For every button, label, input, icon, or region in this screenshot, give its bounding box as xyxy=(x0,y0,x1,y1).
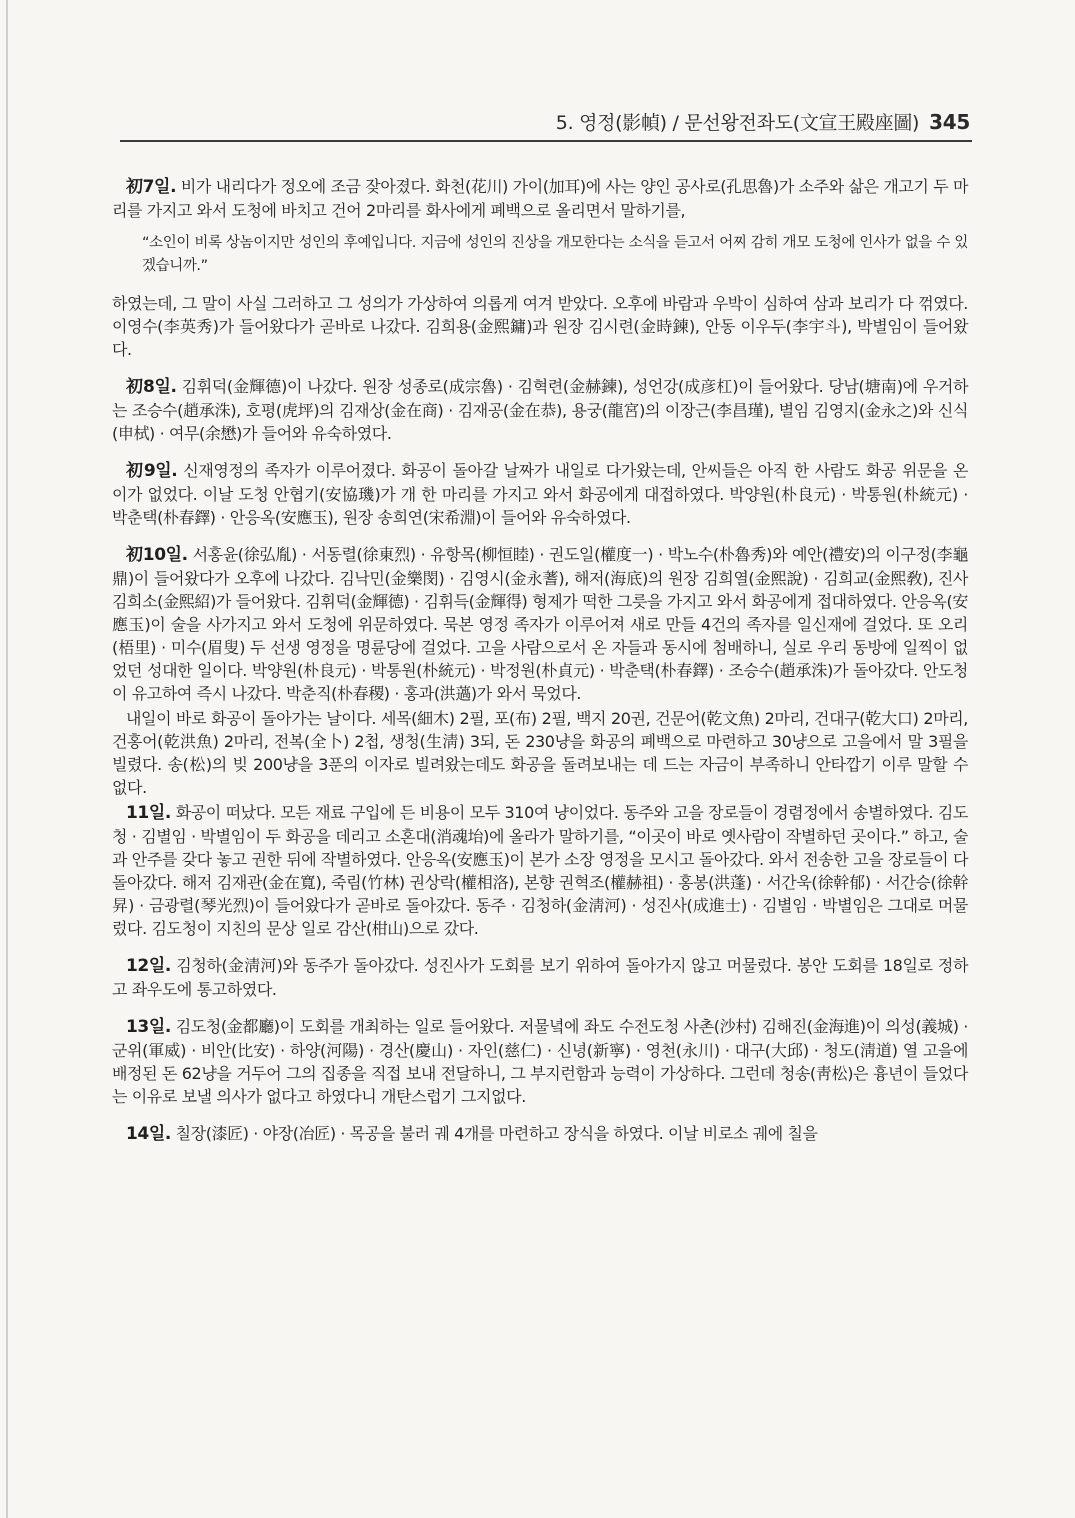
entry-day-9 xyxy=(112,459,968,529)
entry-day-10 xyxy=(112,543,968,705)
entry-day-12 xyxy=(112,954,968,1001)
day-label: 初9일. xyxy=(126,461,178,481)
day-label: 初10일. xyxy=(126,545,188,565)
entry-text: 신재영정의 족자가 이루어졌다. 화공이 돌아갈 날짜가 내일로 다가왔는데, 안씨들은 아직 한 사람도 화공 위문을 온 이가 없었다. 이날 도청 안협기(安協璣)가 개 한 마리를 가지고 와서 화공에게 대접하였다. 박양원(朴良元) · 박통원(朴統元) · 박춘택(朴春鐸) · 안응옥(安應玉), 원장 송희연(宋希淵)이 들어와 유숙하였다. xyxy=(112,461,968,527)
entry-day-13 xyxy=(112,1015,968,1108)
entry-text: 김청하(金淸河)와 동주가 돌아갔다. 성진사가 도회를 보기 위하여 돌아가지 않고 머물렀다. 봉안 도회를 18일로 정하고 좌우도에 통고하였다. xyxy=(112,956,968,999)
page-edge xyxy=(6,0,8,1518)
entry-day-8 xyxy=(112,375,968,445)
header-rule xyxy=(120,140,972,142)
header-title: 5. 영정(影幀) / 문선왕전좌도(文宣王殿座圖) xyxy=(555,112,920,134)
page-number: 345 xyxy=(929,110,970,134)
running-header xyxy=(120,108,970,135)
document-body xyxy=(112,175,968,1160)
day-label: 11일. xyxy=(126,803,171,823)
entry-text: 화공이 떠났다. 모든 재료 구입에 든 비용이 모두 310여 냥이었다. 동주와 고을 장로들이 경렴정에서 송별하였다. 김도청 · 김별임 · 박별임이 두 화공을 데리고 소혼대(消魂坮)에 올라가 말하기를, “이곳이 바로 옛사람이 작별하던 곳이다.” 하고, 술과 안주를 갖다 놓고 권한 뒤에 작별하였다. 안응옥(安應玉)이 본가 소장 영정을 모시고 돌아갔다. 와서 전송한 고을 장로들이 다 돌아갔다. 해저 김재관(金在寬), 죽림(竹林) 권상락(權相洛), 본향 권혁조(權赫祖) · 홍봉(洪蓬) · 서간욱(徐幹郁) · 서간승(徐幹昇) · 금광렬(琴光烈)이 들어왔다가 곧바로 돌아갔다. 동주 · 김청하(金淸河) · 성진사(成進士) · 김별임 · 박별임은 그대로 머물렀다. 김도청이 지친의 문상 일로 감산(柑山)으로 갔다. xyxy=(112,803,968,938)
day-label: 初8일. xyxy=(126,377,177,397)
entry-paragraph: 하였는데, 그 말이 사실 그러하고 그 성의가 가상하여 의롭게 여겨 받았다. 오후에 바람과 우박이 심하여 삼과 보리가 다 꺾였다. 이영수(李英秀)가 들어왔다가 곧바로 나갔다. 김희용(金熙鏞)과 원장 김시련(金時鍊), 안동 이우두(李宇斗), 박별임이 들어왔다. xyxy=(112,294,968,359)
entry-day-11 xyxy=(112,801,968,940)
entry-paragraph: 내일이 바로 화공이 돌아가는 날이다. 세목(細木) 2필, 포(布) 2필, 백지 20권, 건문어(乾文魚) 2마리, 건대구(乾大口) 2마리, 건홍어(乾洪魚) 2마리, 전복(全卜) 2첩, 생청(生淸) 3되, 돈 230냥을 화공의 폐백으로 마련하고 30냥으로 고을에서 말 3필을 빌렸다. 송(松)의 빚 200냥을 3푼의 이자로 빌려왔는데도 화공을 돌려보내는 데 드는 자금이 부족하니 안타깝기 이루 말할 수 없다. xyxy=(112,709,968,797)
entry-text: 서홍윤(徐弘胤) · 서동렬(徐東烈) · 유항목(柳恒睦) · 권도일(權度一) · 박노수(朴魯秀)와 예안(禮安)의 이구정(李龜鼎)이 들어왔다가 오후에 나갔다. 김낙민(金樂閔) · 김영시(金永蓍), 해저(海底)의 원장 김희열(金熙說) · 김희교(金熙敎), 진사 김희소(金熙紹)가 들어왔다. 김휘덕(金輝德) · 김휘득(金輝得) 형제가 떡한 그릇을 가지고 와서 화공에게 접대하였다. 안응옥(安應玉)이 술을 사가지고 와서 도청에 위문하였다. 묵본 영정 족자가 이루어져 새로 만들 4건의 족자를 일신재에 걸었다. 또 오리(梧里) · 미수(眉叟) 두 선생 영정을 명륜당에 걸었다. 고을 사람으로서 온 자들과 동시에 첨배하니, 실로 우리 동방에 일찍이 없었던 성대한 일이다. 박양원(朴良元) · 박통원(朴統元) · 박정원(朴貞元) · 박춘택(朴春鐸) · 조승수(趙承洙)가 돌아갔다. 안도청이 유고하여 즉시 나갔다. 박춘직(朴春稷) · 홍과(洪薖)가 와서 묵었다. xyxy=(112,545,968,703)
day-label: 13일. xyxy=(126,1017,171,1037)
entry-text: 비가 내리다가 정오에 조금 잦아졌다. 화천(花川) 가이(加耳)에 사는 양인 공사로(孔思魯)가 소주와 삶은 개고기 두 마리를 가지고 와서 도청에 바치고 건어 2마리를 화사에게 폐백으로 올리면서 말하기를, xyxy=(112,177,969,220)
day-label: 14일. xyxy=(126,1124,171,1144)
entry-text: 김휘덕(金輝德)이 나갔다. 원장 성종로(成宗魯) · 김혁련(金赫鍊), 성언강(成彦杠)이 들어왔다. 당남(塘南)에 우거하는 조승수(趙承洙), 호평(虎坪)의 김재상(金在商) · 김재공(金在恭), 용궁(龍宮)의 이장근(李昌瑾), 별임 김영지(金永之)와 신식(申栻) · 여무(余懋)가 들어와 유숙하였다. xyxy=(112,377,968,443)
entry-text: 칠장(漆匠) · 야장(冶匠) · 목공을 불러 궤 4개를 마련하고 장식을 하였다. 이날 비로소 궤에 칠을 xyxy=(170,1124,818,1143)
entry-text: 김도청(金都廳)이 도회를 개최하는 일로 들어왔다. 저물녘에 좌도 수전도청 사촌(沙村) 김해진(金海進)이 의성(義城) · 군위(軍威) · 비안(比安) · 하양(河陽) · 경산(慶山) · 자인(慈仁) · 신녕(新寧) · 영천(永川) · 대구(大邱) · 청도(淸道) 열 고을에 배정된 돈 62냥을 거두어 그의 집종을 직접 보내 전달하니, 그 부지런함과 능력이 가상하다. 그런데 청송(靑松)은 흉년이 들었다는 이유로 보낼 의사가 없다고 하였다니 개탄스럽기 그지없다. xyxy=(112,1017,968,1106)
entry-day-14 xyxy=(112,1122,968,1146)
quotation: “소인이 비록 상놈이지만 성인의 후예입니다. 지금에 성인의 진상을 개모한다는 소식을 듣고서 어찌 감히 개모 도청에 인사가 없을 수 있겠습니까.” xyxy=(142,235,968,274)
day-label: 初7일. xyxy=(126,177,177,197)
day-label: 12일. xyxy=(126,956,171,976)
entry-day-7 xyxy=(112,175,968,222)
